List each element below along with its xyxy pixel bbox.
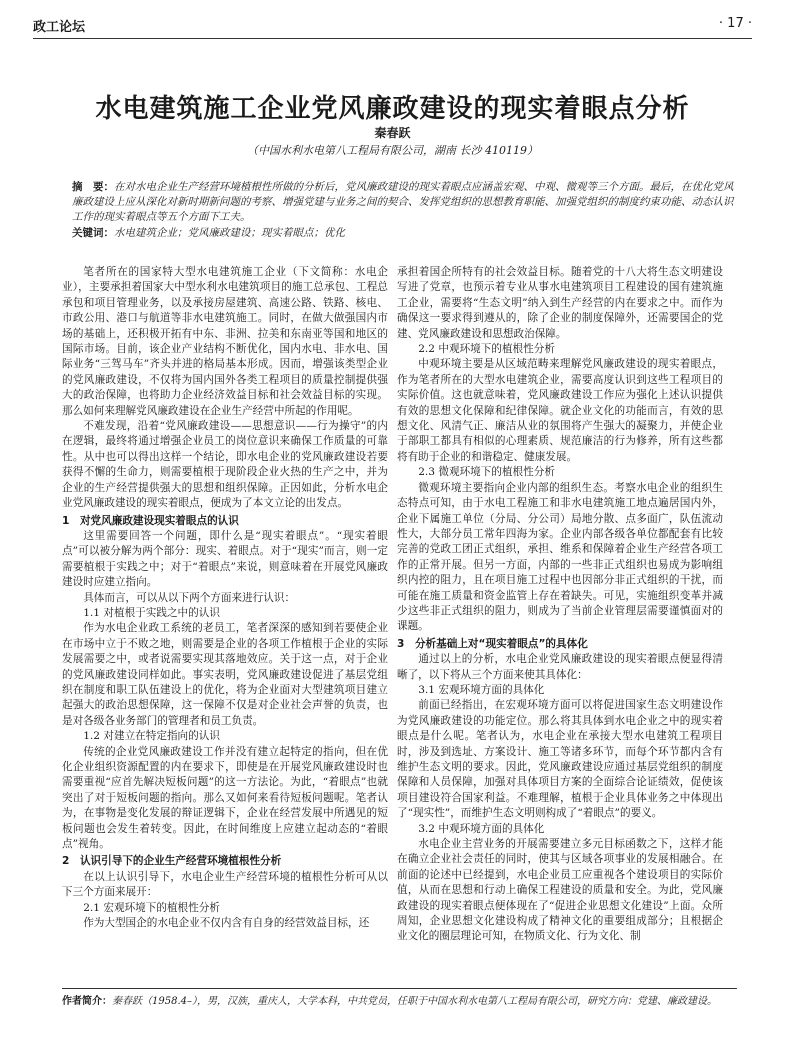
subsection-heading: 2.3 微观环境下的植根性分析 [418, 466, 555, 479]
body-paragraph: 中观环境主要是从区域范畴来理解党风廉政建设的现实着眼点，作为笔者所在的大型水电建筑企业，需要高度认识到这些工程项目的实际价值。这也就意味着，党风廉政建设工作应为强化上述认识提供有效的思想文化保障和纪律保障。就企业文化的功能而言，有效的思想文化、风清气正、廉洁从业的氛围将产生强大的凝聚力，并使企业于部职工都具有相似的心理素质、规范廉洁的行为修养，所有这些都将有助于企业的和谐稳定、健康发展。 [397, 358, 723, 463]
body-paragraph: 微观环境主要指向企业内部的组织生态。考察水电企业的组织生态特点可知，由于水电工程施工和非水电建筑施工地点遍居国内外，企业下属施工单位（分局、分公司）局地分散、点多面广，队伍流动性大，大部分员工常年四海为家。企业内部各级各单位都配套有比较完善的党政工团正式组织，承担、维系和保障着企业生产经营各项工作的正常开展。但另一方面，内部的一些非正式组织也易成为影响组织内控的阻力，且在项目施工过程中也因部分非正式组织的干扰，而可能在施工质量和资金监管上存在着缺失。可见，实施组织变革并减少这些非正式组织的阻力，则成为了当前企业管理层需要谨慎面对的课题。 [397, 481, 723, 633]
body-paragraph: 具体而言，可以从以下两个方面来进行认识： [83, 591, 296, 604]
subsection-heading: 2.1 宏观环境下的植根性分析 [83, 901, 220, 914]
abstract-text: 在对水电企业生产经营环境植根性所做的分析后，党风廉政建设的现实着眼点应涵盖宏观、中观、微观等三个方面。最后，在优化党风廉政建设上应从深化对新时期新问题的考察、增强党建与业务之间的契合、发挥党组织的思想教育职能、加强党组织的制度约束功能、动态认识工作的现实着眼点等五个方面下工夫。 [72, 181, 734, 223]
body-paragraph: 不难发现，沿着“党风廉政建设——思想意识——行为操守”的内在逻辑，最终将通过增强企业员工的岗位意识来确保工作质量的可靠性。从中也可以得出这样一个结论，即水电企业的党风廉政建设若要获得不懈的生命力，则需要植根于现阶段企业火热的生产之中，并为企业的生产经营提供强大的思想和组织保障。正因如此，分析水电企业党风廉政建设的现实着眼点，便成为了本文立论的出发点。 [62, 420, 388, 510]
section-heading: 2 认识引导下的企业生产经营环境植根性分析 [62, 855, 282, 868]
subsection-heading: 1.1 对植根于实践之中的认识 [83, 606, 220, 619]
running-head [33, 16, 752, 34]
keywords-label: 关键词： [72, 227, 114, 239]
article-title: 水电建筑施工企业党风廉政建设的现实着眼点分析 [95, 94, 690, 124]
page-number: · 17 · [718, 16, 752, 31]
body-paragraph: 作为水电企业政工系统的老员工，笔者深深的感知到若要使企业在市场中立于不败之地，则需要是企业的各项工作植根于企业的实际发展需要之中，或者说需要实现其落地效应。关于这一点，对于企业的党风廉政建设同样如此。事实表明，党风廉政建设促进了基层党组织在制度和职工队伍建设上的优化，将为企业面对大型建筑项目建立起强大的政治思想保障，这一保障不仅是对企业社会声誉的负责，也是对各级各业务部门的管理者和员工负责。 [62, 622, 388, 727]
subsection-heading: 1.2 对建立在特定指向的认识 [83, 730, 220, 743]
body-paragraph: 笔者所在的国家特大型水电建筑施工企业（下文简称：水电企业），主要承担着国家大中型水利水电建筑项目的施工总承包、工程总承包和项目管理业务，以及承接房屋建筑、高速公路、铁路、核电、市政公用、港口与航道等非水电建筑施工。同时，在做大做强国内市场的基础上，还积极开拓有中东、非洲、拉美和东南亚等国和地区的国际市场。目前，该企业产业结构不断优化，国内水电、非水电、国际业务“三驾马车”齐头并进的格局基本形成。因而，增强该类型企业的党风廉政建设，不仅将为国内国外各类工程项目的质量控制提供强大的政治保障，也将助力企业经济效益目标和社会效益目标的实现。那么如何来理解党风廉政建设在企业生产经营中所起的作用呢。 [62, 266, 388, 417]
journal-name: 政工论坛 [33, 20, 86, 35]
body-paragraph: 作为大型国企的水电企业不仅内含有自身的经营效益目标，还 [83, 917, 370, 930]
author-footnote [62, 994, 737, 1009]
body-paragraph: 前面已经指出，在宏观环境方面可以将促进国家生态文明建设作为党风廉政建设的功能定位。那么将其具体到水电企业之中的现实着眼点是什么呢。笔者认为，水电企业在承接大型水电建筑工程项目时，涉及到选址、方案设计、施工等诸多环节，而每个环节都内含有维护生态文明的要求。因此，党风廉政建设应通过基层党组织的制度保障和人员保障，加强对具体项目方案的全面综合论证绩效，促使该项目建设符合国家利益。不难理解，植根于企业具体业务之中体现出了“现实性”，而维护生态文明则构成了“着眼点”的要义。 [397, 699, 723, 820]
subsection-heading: 3.2 中观环境方面的具体化 [418, 822, 545, 835]
abstract-label: 摘 要： [72, 181, 114, 193]
header-rule [33, 38, 752, 39]
keywords-text: 水电建筑企业；党风廉政建设；现实着眼点；优化 [114, 227, 345, 239]
body-paragraph: 水电企业主营业务的开展需要建立多元目标函数之下，这样才能在确立企业社会责任的同时，使其与区域各项事业的发展相融合。在前面的论述中已经提到，水电企业员工应重视各个建设项目的实际价值，从而在思想和行动上确保工程建设的质量和安全。为此，党风廉政建设的现实着眼点便体现在了“促进企业思想文化建设”上面。众所周知，企业思想文化建设构成了精神文化的重要组成部分；且根据企业文化的圈层理论可知，在物质文化、行为文化、制 [397, 838, 723, 943]
body-paragraph: 这里需要回答一个问题，即什么是“现实着眼点”。“现实着眼点”可以被分解为两个部分：现实、着眼点。对于“现实”而言，则一定需要植根于实践之中；对于“着眼点”来说，则意味着在开展党风廉政建设时应建立指向。 [62, 529, 388, 589]
body-column-left [62, 265, 388, 931]
subsection-heading: 2.2 中观环境下的植根性分析 [418, 343, 555, 356]
author-affiliation: （中国水利水电第八工程局有限公司，湖南 长沙 410119） [247, 144, 538, 157]
author-name: 秦春跃 [374, 126, 411, 140]
body-column-right [397, 265, 723, 945]
section-heading: 1 对党风廉政建设现实着眼点的认识 [62, 514, 239, 527]
footnote-rule [62, 988, 737, 989]
abstract [72, 180, 737, 225]
keywords [72, 226, 737, 241]
subsection-heading: 3.1 宏观环境方面的具体化 [418, 683, 545, 696]
body-paragraph: 通过以上的分析，水电企业党风廉政建设的现实着眼点便显得清晰了，以下将从三个方面来使其具体化： [397, 653, 723, 681]
footnote-text: 秦春跃（1958.4–），男，汉族，重庆人，大学本科，中共党员，任职于中国水利水电第八工程局有限公司，研究方向：党建、廉政建设。 [112, 996, 717, 1007]
abstract-block [72, 180, 737, 241]
body-paragraph: 在以上认识引导下，水电企业生产经营环境的植根性分析可从以下三个方面来展开： [62, 870, 388, 899]
footnote-label: 作者简介： [62, 996, 112, 1007]
section-heading: 3 分析基础上对“现实着眼点”的具体化 [397, 637, 588, 650]
body-paragraph: 传统的企业党风廉政建设工作并没有建立起特定的指向，但在优化企业组织资源配置的内在要求下，即使是在开展党风廉政建设时也需要重视“应首先解决短板问题”的这一方法论。为此，“着眼点”也就突出了对于短板问题的指向。那么又如何来看待短板问题呢。笔者认为，在事物是变化发展的辩证逻辑下，企业在经营发展中所遇见的短板问题也会发生着转变。因此，在时间维度上应建立起动态的“着眼点”视角。 [62, 745, 388, 851]
body-paragraph: 承担着国企所特有的社会效益目标。随着党的十八大将生态文明建设写进了党章，也预示着专业从事水电建筑项目工程建设的国有建筑施工企业，需要将“生态文明”纳入到生产经营的内在要求之中。而作为确保这一要求得到遵从的，除了企业的制度保障外，还需要国企的党建、党风廉政建设和思想政治保障。 [397, 266, 723, 340]
